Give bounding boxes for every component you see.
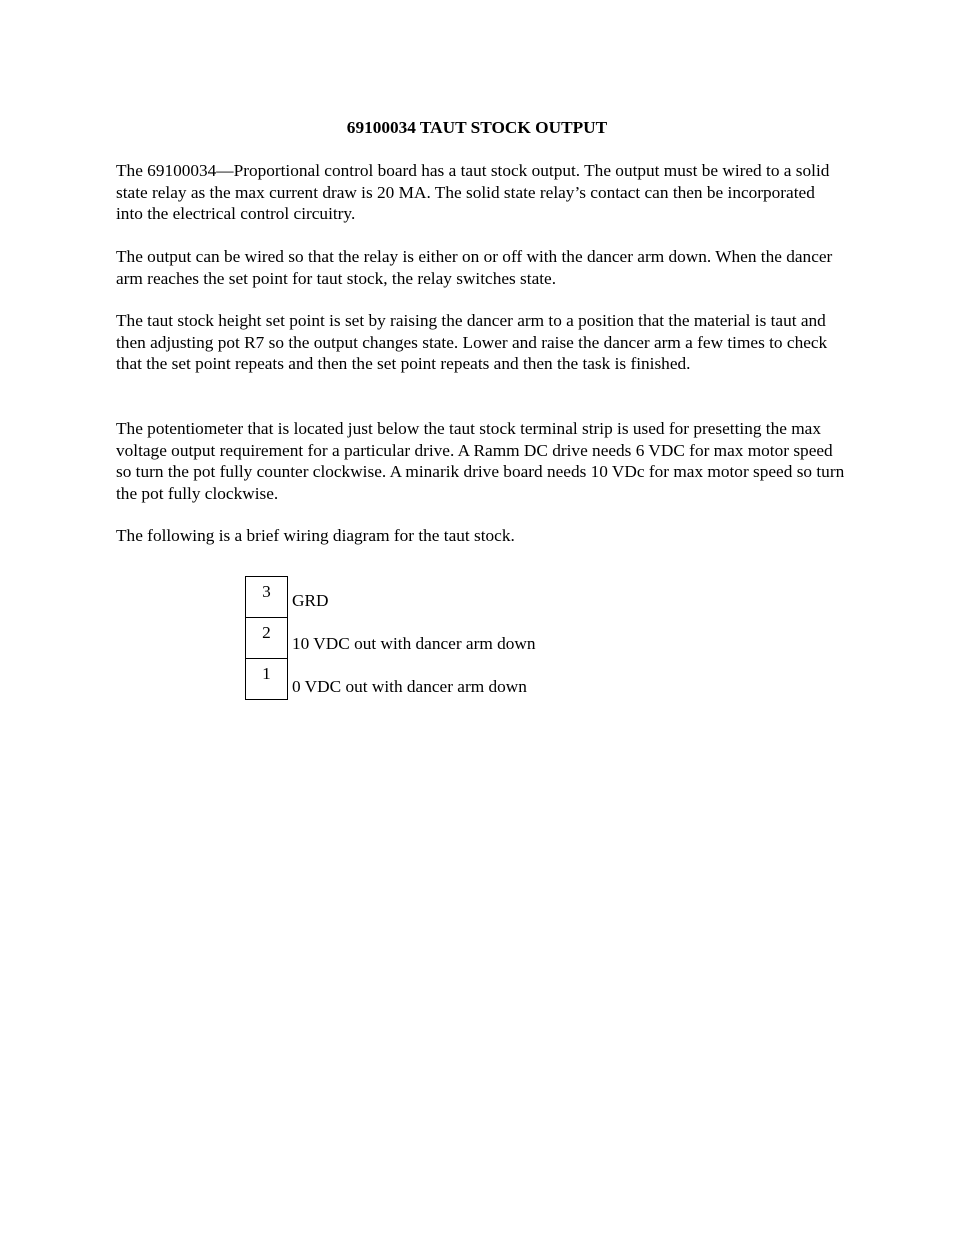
paragraph-potentiometer: The potentiometer that is located just below the taut stock terminal strip is used for presetting the max voltage output requirement for a particular drive. A Ramm DC drive needs 6 VDC for max motor speed so turn the pot fully counter clockwise. A minarik drive board needs 10 VDc for max motor speed so turn the pot fully clockwise. — [116, 419, 845, 503]
terminal-1-label: 0 VDC out with dancer arm down — [292, 677, 527, 696]
terminal-2-number: 2 — [246, 618, 287, 659]
page-title: 69100034 TAUT STOCK OUTPUT — [346, 118, 608, 137]
paragraph-intro: The 69100034—Proportional control board has a taut stock output. The output must be wired to a solid state relay as the max current draw is 20 MA. The solid state relay’s contact can then be incorporated into the electrical control circuitry. — [116, 161, 830, 223]
terminal-strip-diagram — [245, 576, 288, 700]
terminal-3-label: GRD — [292, 591, 329, 610]
paragraph-wiring-intro: The following is a brief wiring diagram for the taut stock. — [116, 526, 515, 545]
paragraph-relay-state: The output can be wired so that the relay is either on or off with the dancer arm down. When the dancer arm reaches the set point for taut stock, the relay switches state. — [116, 247, 833, 288]
terminal-2-label: 10 VDC out with dancer arm down — [292, 634, 536, 653]
terminal-3-number: 3 — [246, 577, 287, 618]
terminal-1-number: 1 — [246, 659, 287, 700]
paragraph-set-point: The taut stock height set point is set by raising the dancer arm to a position that the material is taut and then adjusting pot R7 so the output changes state. Lower and raise the dancer arm a few times to check that the set point repeats and then the set point repeats and then the task is finished. — [116, 311, 828, 373]
